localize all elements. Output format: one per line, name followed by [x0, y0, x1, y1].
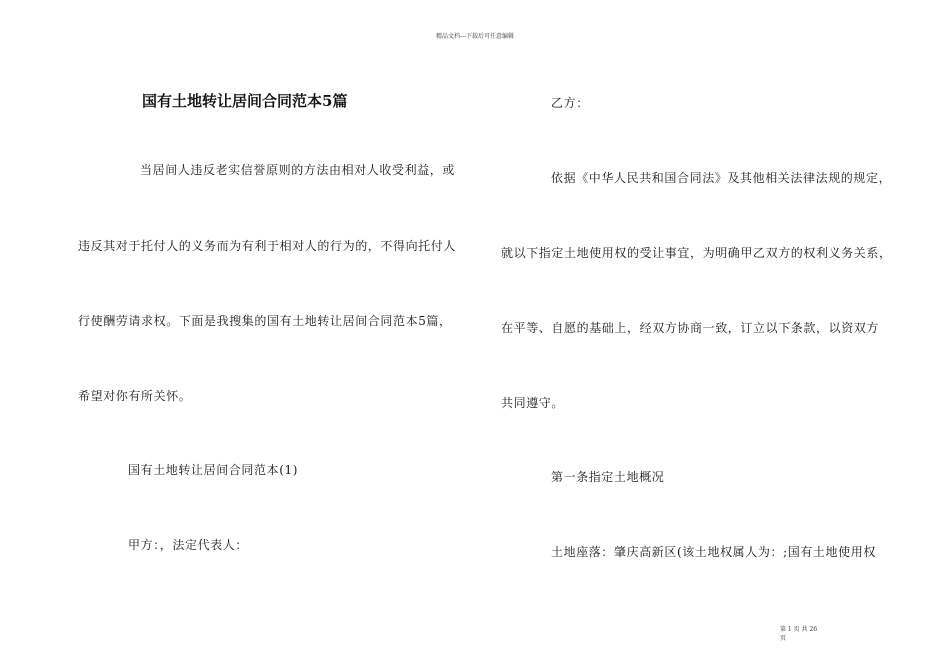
page-header: 精品文档---下载后可任意编辑	[435, 33, 515, 40]
page-number: 第 1 页 共 26	[780, 626, 818, 633]
left-paragraph-line: 违反其对于托付人的义务而为有利于相对人的行为的，不得向托付人	[78, 239, 457, 253]
article-heading: 第一条指定土地概况	[551, 470, 665, 484]
right-paragraph-line: 共同遵守。	[501, 396, 565, 410]
party-a-line: 甲方：，法定代表人：	[128, 538, 249, 552]
document-title: 国有土地转让居间合同范本5篇	[142, 92, 348, 110]
left-paragraph-line: 行使酬劳请求权。下面是我搜集的国有土地转让居间合同范本5篇，	[78, 314, 452, 328]
left-paragraph-line: 希望对你有所关怀。	[78, 389, 192, 403]
party-b-line: 乙方：	[551, 96, 589, 110]
contract-heading: 国有土地转让居间合同范本(1)	[128, 463, 298, 477]
right-paragraph-line: 土地座落：肇庆高新区(该土地权属人为：;国有土地使用权	[551, 545, 876, 559]
page-number-unit: 页	[780, 635, 787, 642]
right-paragraph-line: 在平等、自愿的基础上，经双方协商一致，订立以下条款，以资双方	[501, 321, 880, 335]
left-paragraph-line: 当居间人违反老实信誉原则的方法由相对人收受利益，或	[140, 163, 456, 177]
right-paragraph-line: 就以下指定土地使用权的受让事宜，为明确甲乙双方的权利义务关系，	[501, 246, 892, 260]
right-paragraph-line: 依据《中华人民共和国合同法》及其他相关法律法规的规定，	[551, 171, 892, 185]
